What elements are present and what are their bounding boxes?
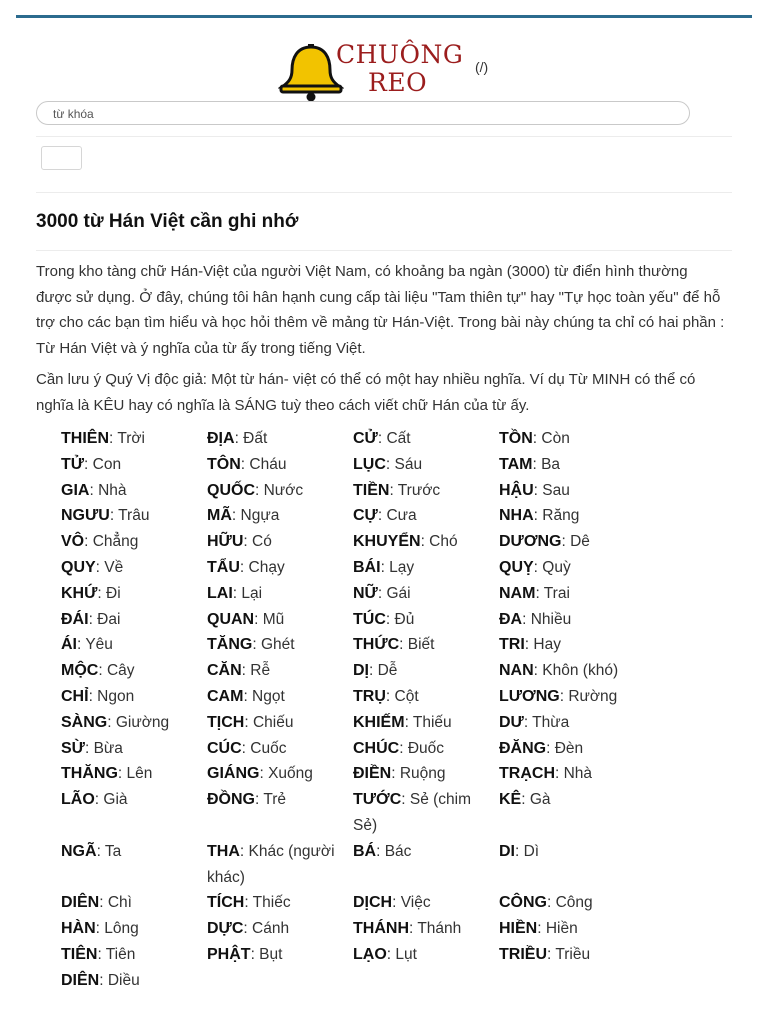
word-term: KÊ (499, 791, 522, 809)
word-term: QUAN (207, 610, 255, 628)
word-term: TÍCH (207, 894, 245, 912)
word-term: LƯƠNG (499, 687, 560, 705)
word-term: TIÊN (61, 945, 98, 963)
word-term: TỊCH (207, 713, 245, 731)
word-meaning: : Giường (107, 713, 170, 731)
word-meaning: : Nhà (555, 765, 593, 783)
word-term: LỤC (353, 455, 386, 473)
word-entry (61, 761, 207, 787)
word-term: CỬ (353, 430, 378, 447)
word-term: TRỤ (353, 687, 386, 705)
word-meaning: : Rễ (241, 662, 271, 680)
divider (36, 192, 732, 193)
word-entry (499, 684, 645, 710)
word-term: TẨU (207, 558, 240, 576)
word-term: NGÃ (61, 842, 97, 860)
word-entry (61, 736, 207, 762)
word-entry (207, 581, 353, 607)
word-term: CHÚC (353, 739, 400, 757)
word-entry (207, 658, 353, 684)
word-meaning: : Mũ (254, 610, 285, 628)
word-entry (353, 426, 499, 452)
word-meaning: : Triều (547, 945, 591, 963)
logo-text-top: CHUÔNG (336, 40, 464, 69)
word-term: TÔN (207, 455, 241, 473)
word-meaning: : Thừa (523, 713, 570, 731)
word-term: KHỨ (61, 584, 98, 602)
word-meaning: : Công (547, 894, 593, 912)
word-meaning: : Còn (532, 430, 570, 447)
word-term: NGƯU (61, 507, 110, 525)
word-term: PHẬT (207, 945, 251, 963)
word-entry (207, 684, 353, 710)
word-term: HÀN (61, 920, 96, 938)
word-entry (353, 710, 499, 736)
word-entry (207, 503, 353, 529)
word-term: TRIỀU (499, 945, 547, 963)
word-meaning: : Cuốc (241, 739, 287, 757)
word-term: ĐỒNG (207, 791, 255, 809)
word-entry (499, 503, 645, 529)
word-term: BÁI (353, 558, 381, 576)
word-term: CĂN (207, 662, 242, 680)
word-term: ĐIỀN (353, 765, 392, 783)
word-term: ĐA (499, 610, 523, 628)
word-entry (499, 452, 645, 478)
word-entry (61, 787, 207, 839)
word-meaning: : Sau (533, 481, 570, 499)
word-term: GIA (61, 481, 90, 499)
word-term: GIÁNG (207, 765, 260, 783)
word-entry (499, 916, 645, 942)
word-meaning: : Ngựa (231, 507, 280, 525)
word-meaning: : Răng (533, 507, 580, 525)
word-entry (353, 503, 499, 529)
word-term: TAM (499, 455, 533, 473)
intro-paragraph: Trong kho tàng chữ Hán-Việt của người Việt Nam, có khoảng ba ngàn (3000) từ điển hình thường được sử dụng. Ở đây, chúng tôi hân hạnh cung cấp tài liệu "Tam thiên tự" hay "Tự học toàn yếu" để hỗ trợ cho các bạn tìm hiểu và học hỏi thêm về mảng từ Hán-Việt. Trong bài này chúng ta chỉ có hai phần : Từ Hán Việt và ý nghĩa của từ ấy trong tiếng Việt. (36, 263, 725, 357)
word-term: NHA (499, 507, 534, 525)
word-meaning: : Cưa (377, 507, 417, 525)
word-entry (61, 478, 207, 504)
word-meaning: : Biết (399, 636, 435, 654)
word-entry (61, 529, 207, 555)
word-entry (499, 787, 645, 839)
word-term: DI (499, 842, 515, 860)
word-meaning: : Thiếu (404, 713, 452, 731)
word-entry (499, 710, 645, 736)
word-meaning: : Trai (535, 584, 570, 602)
word-term: TRI (499, 636, 525, 654)
word-meaning: : Trời (109, 430, 145, 447)
word-meaning: : Dễ (369, 662, 398, 680)
word-entry (61, 503, 207, 529)
word-meaning: : Sáu (385, 455, 423, 473)
word-meaning: : Khôn (khó) (533, 662, 619, 680)
word-meaning: : Ruộng (391, 765, 446, 783)
word-term: DỊ (353, 662, 369, 680)
word-term: THÁNH (353, 920, 409, 938)
word-meaning: : Gà (521, 791, 551, 809)
word-entry (499, 890, 645, 916)
word-entry (499, 736, 645, 762)
word-entry (499, 632, 645, 658)
word-entry (61, 968, 207, 994)
word-meaning: : Cột (385, 687, 419, 705)
word-entry (499, 529, 645, 555)
word-entry (207, 478, 353, 504)
word-term: DIÊN (61, 894, 100, 912)
word-meaning: : Lên (117, 765, 153, 783)
word-entry (207, 787, 353, 839)
word-meaning: : Con (84, 455, 122, 473)
word-meaning: : Quỳ (533, 558, 571, 576)
word-meaning: : Hay (524, 636, 561, 654)
word-meaning: : Thiếc (244, 894, 291, 912)
word-meaning: : Dì (515, 842, 540, 860)
word-meaning: : Cây (98, 662, 135, 680)
word-meaning: : Cất (377, 430, 411, 447)
empty-button[interactable] (41, 146, 82, 170)
word-entry (499, 478, 645, 504)
word-entry (207, 890, 353, 916)
word-entry (499, 658, 645, 684)
word-meaning: : Ngon (88, 687, 135, 705)
word-term: CAM (207, 687, 244, 705)
word-entry (207, 426, 353, 452)
word-entry (353, 942, 499, 968)
word-meaning: : Có (243, 533, 272, 551)
word-meaning: : Bác (376, 842, 412, 860)
word-meaning: : Sẻ (chim Sẻ) (353, 791, 472, 834)
word-meaning: : Ta (96, 842, 122, 860)
word-meaning: : Lụt (386, 945, 417, 963)
word-entry (353, 581, 499, 607)
word-meaning: : Xuống (259, 765, 313, 783)
word-term: BÁ (353, 842, 377, 860)
word-term: NAM (499, 584, 536, 602)
word-meaning: : Khác (người khác) (207, 842, 335, 886)
word-term: VÔ (61, 533, 85, 551)
word-meaning: : Chiếu (244, 713, 294, 731)
word-meaning: : Rường (559, 687, 618, 705)
word-term: TĂNG (207, 636, 253, 654)
word-entry (61, 426, 207, 452)
word-entry (207, 916, 353, 942)
word-meaning: : Yêu (77, 636, 113, 654)
word-meaning: : Chó (420, 533, 458, 551)
word-entry (353, 529, 499, 555)
divider (36, 136, 732, 137)
word-meaning: : Trẻ (255, 791, 287, 809)
top-accent-bar (16, 15, 752, 18)
search-box[interactable] (36, 101, 690, 125)
word-entry (61, 452, 207, 478)
word-entry (61, 632, 207, 658)
word-entry (61, 555, 207, 581)
word-entry (499, 839, 645, 891)
bell-icon (278, 36, 344, 102)
word-entry (61, 942, 207, 968)
word-entry (61, 839, 207, 891)
word-term: SỪ (61, 739, 85, 757)
word-meaning: : Việc (392, 894, 431, 912)
word-meaning: : Ghét (252, 636, 295, 654)
word-entry (207, 736, 353, 762)
word-term: CÚC (207, 739, 242, 757)
note-paragraph: Cần lưu ý Quý Vị độc giả: Một từ hán- việt có thể có một hay nhiều nghĩa. Ví dụ Từ MINH có thể có nghĩa là KÊU hay có nghĩa là SÁNG tuỳ theo cách viết chữ Hán của từ ấy. (36, 371, 696, 414)
word-term: ĐÁI (61, 610, 89, 628)
article-title: 3000 từ Hán Việt cần ghi nhớ (36, 211, 299, 232)
word-entry (207, 839, 353, 891)
word-meaning: : Nhà (89, 481, 127, 499)
word-meaning: : Đi (97, 584, 121, 602)
word-meaning: : Đủ (385, 610, 415, 628)
word-term: TỒN (499, 430, 533, 447)
word-meaning: : Ngọt (243, 687, 285, 705)
word-entry (207, 555, 353, 581)
word-entry (207, 710, 353, 736)
word-entry (353, 658, 499, 684)
word-meaning: : Chì (99, 894, 132, 912)
word-entry (353, 607, 499, 633)
word-entry (61, 581, 207, 607)
word-entry (499, 761, 645, 787)
word-term: TRẠCH (499, 765, 555, 783)
word-term: SÀNG (61, 713, 108, 731)
word-entry (499, 942, 645, 968)
word-term: NAN (499, 662, 534, 680)
word-term: TƯỚC (353, 791, 402, 809)
word-entry (61, 710, 207, 736)
word-list (61, 426, 741, 994)
word-meaning: : Ba (532, 455, 561, 473)
word-term: ÁI (61, 636, 77, 654)
word-term: ĐỊA (207, 430, 235, 447)
word-entry (207, 452, 353, 478)
word-term: KHUYỂN (353, 533, 421, 551)
word-meaning: : Già (94, 791, 128, 809)
word-entry (61, 916, 207, 942)
word-term: DƯ (499, 713, 524, 731)
word-entry (499, 555, 645, 581)
word-entry (207, 632, 353, 658)
word-term: ĐĂNG (499, 739, 547, 757)
word-entry (353, 916, 499, 942)
logo-text-bottom: REO (368, 68, 428, 97)
word-term: CÔNG (499, 894, 547, 912)
word-entry (353, 632, 499, 658)
word-meaning: : Trước (389, 481, 441, 499)
word-term: TÚC (353, 610, 386, 628)
word-entry (353, 555, 499, 581)
word-meaning: : Nước (255, 481, 304, 499)
word-term: HỮU (207, 533, 244, 551)
home-link[interactable]: (/) (475, 59, 489, 75)
word-entry (207, 607, 353, 633)
word-term: CỰ (353, 507, 378, 525)
word-meaning: : Trâu (109, 507, 150, 525)
word-meaning: : Bừa (84, 739, 123, 757)
word-entry (499, 581, 645, 607)
word-entry (499, 607, 645, 633)
word-entry (353, 736, 499, 762)
word-meaning: : Diều (99, 971, 140, 989)
word-meaning: : Về (95, 558, 124, 576)
word-meaning: : Dê (561, 533, 590, 551)
word-meaning: : Thánh (409, 920, 462, 938)
word-entry (207, 529, 353, 555)
word-meaning: : Hiền (537, 920, 578, 938)
word-entry (499, 426, 645, 452)
word-term: QUY (61, 558, 96, 576)
word-meaning: : Đèn (546, 739, 584, 757)
word-meaning: : Đai (88, 610, 121, 628)
word-meaning: : Lại (232, 584, 263, 602)
word-meaning: : Cháu (240, 455, 287, 473)
word-meaning: : Tiên (97, 945, 136, 963)
word-entry (61, 607, 207, 633)
word-entry (61, 890, 207, 916)
word-entry (207, 761, 353, 787)
word-meaning: : Gái (377, 584, 411, 602)
word-meaning: : Nhiều (522, 610, 572, 628)
divider (36, 250, 732, 251)
word-term: DƯƠNG (499, 533, 562, 551)
word-term: HẬU (499, 481, 534, 499)
word-entry (353, 890, 499, 916)
word-meaning: : Đất (234, 430, 268, 447)
word-entry (353, 684, 499, 710)
word-meaning: : Đuốc (399, 739, 445, 757)
word-term: MÃ (207, 507, 232, 525)
word-term: TỬ (61, 455, 85, 473)
word-term: LẠO (353, 945, 387, 963)
word-term: MỘC (61, 662, 99, 680)
word-term: THỨC (353, 636, 400, 654)
word-entry (61, 658, 207, 684)
site-logo[interactable] (278, 36, 468, 102)
word-term: TIỀN (353, 481, 390, 499)
word-meaning: : Bụt (250, 945, 283, 963)
word-meaning: : Lông (95, 920, 139, 938)
word-term: DỊCH (353, 894, 393, 912)
word-term: THA (207, 842, 240, 860)
word-term: QUỴ (499, 558, 534, 576)
word-term: HIỀN (499, 920, 538, 938)
word-term: THĂNG (61, 765, 118, 783)
word-meaning: : Chẳng (84, 533, 139, 551)
word-term: CHỈ (61, 687, 89, 705)
word-entry (353, 839, 499, 891)
word-meaning: : Chạy (239, 558, 285, 576)
word-meaning: : Lạy (380, 558, 415, 576)
word-entry (207, 942, 353, 968)
word-term: THIÊN (61, 430, 109, 447)
word-entry (353, 761, 499, 787)
word-term: NỮ (353, 584, 378, 602)
word-entry (353, 452, 499, 478)
word-meaning: : Cánh (243, 920, 290, 938)
word-term: LAI (207, 584, 233, 602)
word-entry (353, 478, 499, 504)
word-term: QUỐC (207, 481, 255, 499)
word-term: DỰC (207, 920, 244, 938)
search-input[interactable] (51, 103, 675, 125)
word-entry (61, 684, 207, 710)
word-term: DIÊN (61, 971, 100, 989)
word-term: KHIẾM (353, 713, 405, 731)
word-entry (353, 787, 499, 839)
word-term: LÃO (61, 791, 95, 809)
